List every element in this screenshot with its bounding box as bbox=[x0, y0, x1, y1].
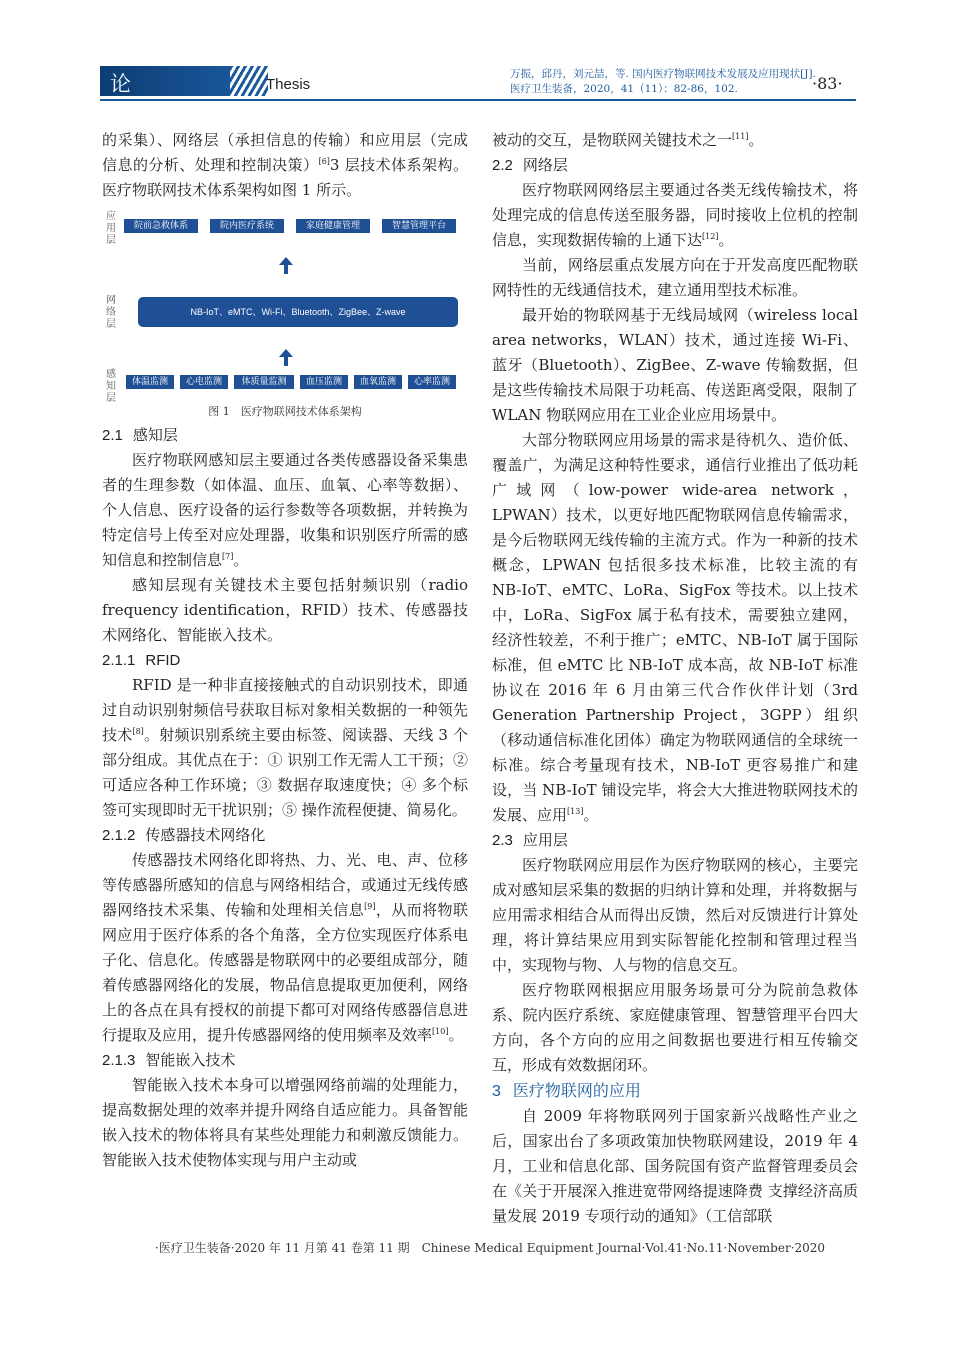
app-item: 院前急救体系 bbox=[124, 219, 198, 233]
text: RFID 是一种非直接接触式的自动识别技术，即通过自动识别射频信号获取目标对象相关数据的一种领先技术 bbox=[102, 676, 468, 744]
text: 医疗物联网网络层主要通过各类无线传输技术，将处理完成的信息传送至服务器，同时接收上位机的控制信息，实现数据传输的上通下达 bbox=[492, 181, 858, 249]
paragraph: 智能嵌入技术本身可以增强网络前端的处理能力，提高数据处理的效率并提升网络自适应能力。具备智能嵌入技术的物体将具有某些处理能力和刺激反馈能力。智能嵌入技术使物体实现与用户主动或 bbox=[102, 1076, 468, 1169]
section-label: 论 著 bbox=[110, 72, 169, 126]
figure-1 bbox=[102, 209, 468, 419]
app-item: 智慧管理平台 bbox=[382, 219, 456, 233]
paragraph bbox=[102, 673, 468, 823]
text: 。 bbox=[583, 806, 599, 824]
section-number: 2.1 bbox=[102, 427, 123, 444]
arrow-stem bbox=[284, 265, 288, 274]
section-number: 2.3 bbox=[492, 832, 513, 849]
section-heading bbox=[492, 828, 858, 853]
paragraph bbox=[492, 428, 858, 828]
section-title: 感知层 bbox=[132, 426, 178, 444]
citation-line-2: 医疗卫生装备，2020，41（11）：82-86，102. bbox=[510, 83, 738, 95]
paragraph: 感知层现有关键技术主要包括射频识别（radio frequency identification，RFID）技术、传感器技术网络化、智能嵌入技术。 bbox=[102, 576, 468, 644]
reference: [9] bbox=[364, 902, 376, 911]
section-number: 3 bbox=[492, 1083, 501, 1100]
section-heading bbox=[492, 153, 858, 178]
net-layer-label: 网络层 bbox=[106, 295, 116, 330]
sense-item: 心率监测 bbox=[408, 375, 456, 389]
paragraph: 当前，网络层重点发展方向在于开发高度匹配物联网特性的无线通信技术，建立通用型技术标准。 bbox=[492, 256, 858, 299]
arrow-up-icon bbox=[279, 349, 293, 357]
text: 。 bbox=[233, 551, 249, 569]
sense-item: 血氧监测 bbox=[354, 375, 402, 389]
reference: [6] bbox=[318, 157, 330, 166]
app-item: 家庭健康管理 bbox=[296, 219, 370, 233]
arrow-up-icon bbox=[279, 257, 293, 265]
section-heading bbox=[102, 648, 468, 673]
citation bbox=[510, 67, 820, 97]
section-heading bbox=[102, 1048, 468, 1073]
text: 。 bbox=[448, 1026, 464, 1044]
section-number: 2.1.3 bbox=[102, 1052, 136, 1069]
paragraph bbox=[492, 178, 858, 253]
section-title: 智能嵌入技术 bbox=[145, 1051, 236, 1069]
reference: [8] bbox=[132, 727, 144, 736]
reference: [13] bbox=[567, 807, 584, 816]
paragraph: 医疗物联网应用层作为医疗物联网的核心，主要完成对感知层采集的数据的归纳计算和处理，并将数据与应用需求相结合从而得出反馈，然后对反馈进行计算处理，将计算结果应用到实际智能化控制和管理过程当中，实现物与物、人与物的信息交互。 bbox=[492, 856, 858, 974]
sense-layer-label: 感知层 bbox=[106, 369, 116, 404]
section-title: 应用层 bbox=[522, 831, 568, 849]
text: 。射频识别系统主要由标签、阅读器、天线 3 个部分组成。其优点在于：① 识别工作无需人工干预；② 可适应各种工作环境；③ 数据存取速度快；④ 多个标签可实现即时无干扰识别；⑤ 操作流程便捷、简易化。 bbox=[102, 726, 468, 819]
section-heading bbox=[492, 1078, 858, 1104]
section-title: 传感器技术网络化 bbox=[145, 826, 266, 844]
text: 。 bbox=[718, 231, 734, 249]
section-number: 2.2 bbox=[492, 157, 513, 174]
paragraph bbox=[102, 448, 468, 573]
section-title: 医疗物联网的应用 bbox=[512, 1081, 641, 1100]
text: 。 bbox=[748, 131, 764, 149]
citation-line-1: 万振，邱丹，刘元喆，等. 国内医疗物联网技术发展及应用现状[J]. bbox=[510, 68, 816, 80]
right-column bbox=[492, 128, 858, 1229]
sense-item: 血压监测 bbox=[300, 375, 348, 389]
section-heading bbox=[102, 423, 468, 448]
paragraph bbox=[492, 128, 858, 153]
paragraph: 最开始的物联网基于无线局域网（wireless local area networks，WLAN）技术，通过连接 Wi-Fi、蓝牙（Bluetooth）、ZigBee、Z-wave 传输数据，但是这些传输技术局限于功耗高、传送距离受限，限制了 WLAN 物联网应用在工业企业应用场景中。 bbox=[492, 306, 858, 424]
section-banner bbox=[100, 66, 260, 126]
app-layer-label: 应用层 bbox=[106, 211, 116, 246]
section-title: RFID bbox=[145, 652, 181, 669]
section-number: 2.1.1 bbox=[102, 652, 136, 669]
paragraph: 医疗物联网根据应用服务场景可分为院前急救体系、院内医疗系统、家庭健康管理、智慧管理平台四大方向，各个方向的应用之间数据也要进行相互传输交互，形成有效数据闭环。 bbox=[492, 981, 858, 1074]
text: 传感器技术网络化即将热、力、光、电、声、位移等传感器所感知的信息与网络相结合，或通过无线传感器网络技术采集、传输和处理相关信息 bbox=[102, 851, 468, 919]
network-bar: NB-IoT、eMTC、Wi-Fi、Bluetooth、ZigBee、Z-wave bbox=[138, 297, 458, 327]
paragraph bbox=[102, 128, 468, 203]
sense-item: 体质量监测 bbox=[234, 375, 294, 389]
sense-item: 体温监测 bbox=[126, 375, 174, 389]
left-column bbox=[102, 128, 468, 1173]
reference: [12] bbox=[702, 232, 719, 241]
text: 被动的交互，是物联网关键技术之一 bbox=[492, 131, 733, 149]
section-label-en: Thesis bbox=[266, 76, 311, 93]
arrow-stem bbox=[284, 357, 288, 366]
text: 的采集）、网络层（承担信息的传输）和应用层（完成信息的分析、处理和控制决策） bbox=[102, 131, 468, 174]
app-item: 院内医疗系统 bbox=[210, 219, 284, 233]
paragraph: 自 2009 年将物联网列于国家新兴战略性产业之后，国家出台了多项政策加快物联网建设，2019 年 4 月，工业和信息化部、国务院国有资产监督管理委员会在《关于开展深入推进宽带网络提速降费 支撑经济高质量发展 2019 专项行动的通知》（工信部联 bbox=[492, 1107, 858, 1225]
reference: [11] bbox=[732, 132, 749, 141]
header-rule bbox=[100, 99, 856, 101]
page-footer: ·医疗卫生装备·2020 年 11 月第 41 卷第 11 期 Chinese Medical Equipment Journal·Vol.41·No.11·November·2020 bbox=[154, 1241, 826, 1255]
reference: [10] bbox=[432, 1027, 449, 1036]
paragraph bbox=[102, 848, 468, 1048]
reference: [7] bbox=[222, 552, 234, 561]
text: ，从而将物联网应用于医疗体系的各个角落，全方位实现医疗体系电子化、信息化。传感器是物联网中的必要组成部分，随着传感器网络化的发展，物品信息提取更加便利，网络上的各点在具有授权的前提下都可对网络传感器信息进行提取及应用，提升传感器网络的使用频率及效率 bbox=[102, 901, 468, 1044]
text: 医疗物联网感知层主要通过各类传感器设备采集患者的生理参数（如体温、血压、血氧、心率等数据）、个人信息、医疗设备的运行参数等各项数据，并转换为特定信号上传至对应处理器，收集和识别医疗所需的感知信息和控制信息 bbox=[102, 451, 468, 569]
section-title: 网络层 bbox=[522, 156, 568, 174]
text: 大部分物联网应用场景的需求是待机久、造价低、覆盖广，为满足这种特性要求，通信行业推出了低功耗广域网（low-power wide-area network，LPWAN）技术，以更好地匹配物联网信息传输需求，是今后物联网无线传输的主流方式。作为一种新的技术概念，LPWAN 包括很多技术标准，比较主流的有 NB-IoT、eMTC、LoRa、SigFox 等技术。以上技术中，LoRa、SigFox 属于私有技术，需要独立建网，经济性较差，不利于推广；eMTC、NB-IoT 属于国际标准，但 eMTC 比 NB-IoT 成本高，故 NB-IoT 标准协议在 2016 年 6 月由第三代合作伙伴计划（3rd Generation Partnership Project，3GPP）组织（移动通信标准化团体）确定为物联网通信的全球统一标准。综合考量现有技术，NB-IoT 更容易推广和建设，当 NB-IoT 铺设完毕，将会大大推进物联网技术的发展、应用 bbox=[492, 431, 858, 824]
text: 3 层技术体系架构。医疗物联网技术体系架构如图 1 所示。 bbox=[102, 156, 468, 199]
figure-caption: 图 1 医疗物联网技术体系架构 bbox=[208, 405, 362, 418]
sense-item: 心电监测 bbox=[180, 375, 228, 389]
page-number: ·83· bbox=[812, 74, 843, 93]
section-heading bbox=[102, 823, 468, 848]
section-number: 2.1.2 bbox=[102, 827, 136, 844]
